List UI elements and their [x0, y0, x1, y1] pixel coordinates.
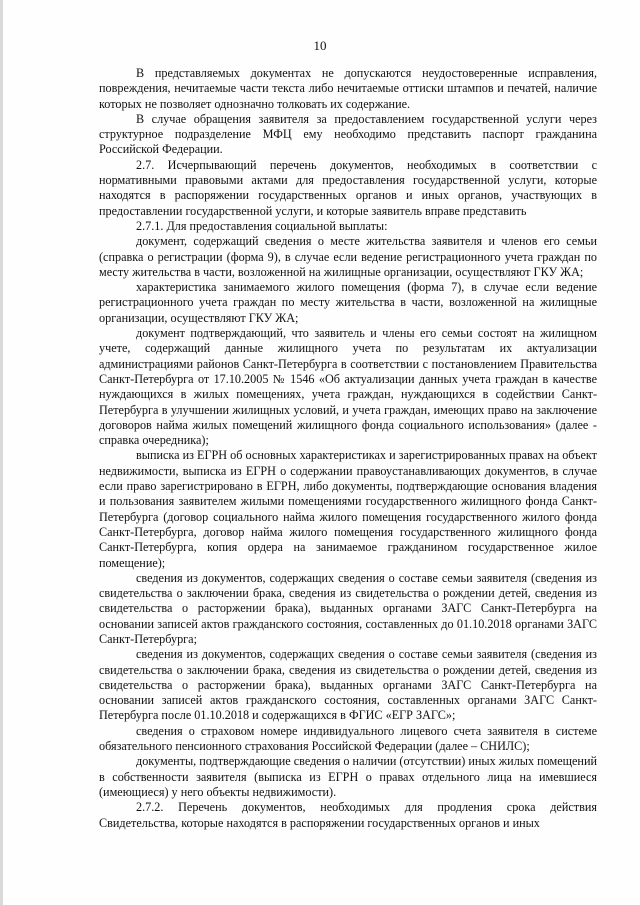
paragraph: 2.7.1. Для предоставления социальной выплаты: — [136, 218, 388, 233]
paragraph: сведения из документов, содержащих сведения о составе семьи заявителя (сведения из свидетельства о заключении брака, сведения из свидетельства о рождении детей, сведения из свидетельства о расторжении брака), выданных органами ЗАГС Санкт-Петербурга на основании записей актов гражданского состояния, составленных органами ЗАГС Санкт-Петербурга после 01.10.2018 и содержащихся в ФГИС «ЕГР ЗАГС»; — [99, 647, 597, 723]
paragraph: документы, подтверждающие сведения о наличии (отсутствии) иных жилых помещений в собственности заявителя (выписка из ЕГРН о правах отдельного лица на имевшиеся (имеющиеся) у него объекты недвижимости). — [99, 754, 597, 799]
paragraph: характеристика занимаемого жилого помещения (форма 7), в случае если ведение регистрационного учета граждан по месту жительства в части, возложенной на жилищные организации, осуществляют ГКУ ЖА; — [99, 280, 597, 325]
paragraph: выписка из ЕГРН об основных характеристиках и зарегистрированных правах на объект недвижимости, выписка из ЕГРН о содержании правоустанавливающих документов, в случае если право зарегистрировано в ЕГРН, либо документы, подтверждающие основания владения и пользования заявителем жилыми помещениями государственного жилищного фонда Санкт-Петербурга (договор социального найма жилого помещения государственного жилого фонда Санкт-Петербурга, договор найма жилого помещения государственного жилищного фонда Санкт-Петербурга, копия ордера на занимаемое гражданином государственное жилое помещение); — [99, 448, 597, 570]
paragraph: документ подтверждающий, что заявитель и члены его семьи состоят на жилищном учете, содержащий данные жилищного учета по результатам их актуализации администрациями районов Санкт-Петербурга в соответствии с постановлением Правительства Санкт-Петербурга от 17.10.2005 № 1546 «Об актуализации данных учета граждан в качестве нуждающихся в жилых помещениях, учета граждан, нуждающихся в содействии Санкт-Петербурга в улучшении жилищных условий, и учета граждан, имеющих право на заключение договоров найма жилых помещений жилищного фонда социального использования» (далее - справка очередника); — [99, 326, 597, 448]
paragraph: сведения из документов, содержащих сведения о составе семьи заявителя (сведения из свидетельства о заключении брака, сведения из свидетельства о рождении детей, сведения из свидетельства о расторжении брака), выданных органами ЗАГС Санкт-Петербурга на основании записей актов гражданского состояния, составленных до 01.10.2018 органами ЗАГС Санкт-Петербурга; — [99, 570, 597, 646]
paragraph: 2.7. Исчерпывающий перечень документов, необходимых в соответствии с нормативными правовыми актами для предоставления государственной услуги, которые находятся в распоряжении государственных органов и иных органов, участвующих в предоставлении государственной услуги, и которые заявитель вправе представить — [99, 157, 597, 218]
paragraph: 2.7.2. Перечень документов, необходимых для продления срока действия Свидетельства, которые находятся в распоряжении государственных органов и иных — [99, 800, 597, 830]
document-body — [99, 66, 597, 831]
scan-edge — [0, 0, 3, 905]
paragraph: В случае обращения заявителя за предоставлением государственной услуги через структурное подразделение МФЦ ему необходимо представить паспорт гражданина Российской Федерации. — [99, 111, 597, 157]
page-number: 10 — [313, 38, 327, 53]
paragraph: документ, содержащий сведения о месте жительства заявителя и членов его семьи (справка о регистрации (форма 9), в случае если ведение регистрационного учета граждан по месту жительства в части, возложенной на жилищные организации, осуществляют ГКУ ЖА; — [99, 234, 597, 279]
paragraph: В представляемых документах не допускаются неудостоверенные исправления, повреждения, нечитаемые части текста либо нечитаемые оттиски штампов и печатей, наличие которых не позволяет однозначно толковать их содержание. — [99, 66, 597, 111]
paragraph: сведения о страховом номере индивидуального лицевого счета заявителя в системе обязательного пенсионного страхования Российской Федерации (далее – СНИЛС); — [99, 723, 597, 754]
